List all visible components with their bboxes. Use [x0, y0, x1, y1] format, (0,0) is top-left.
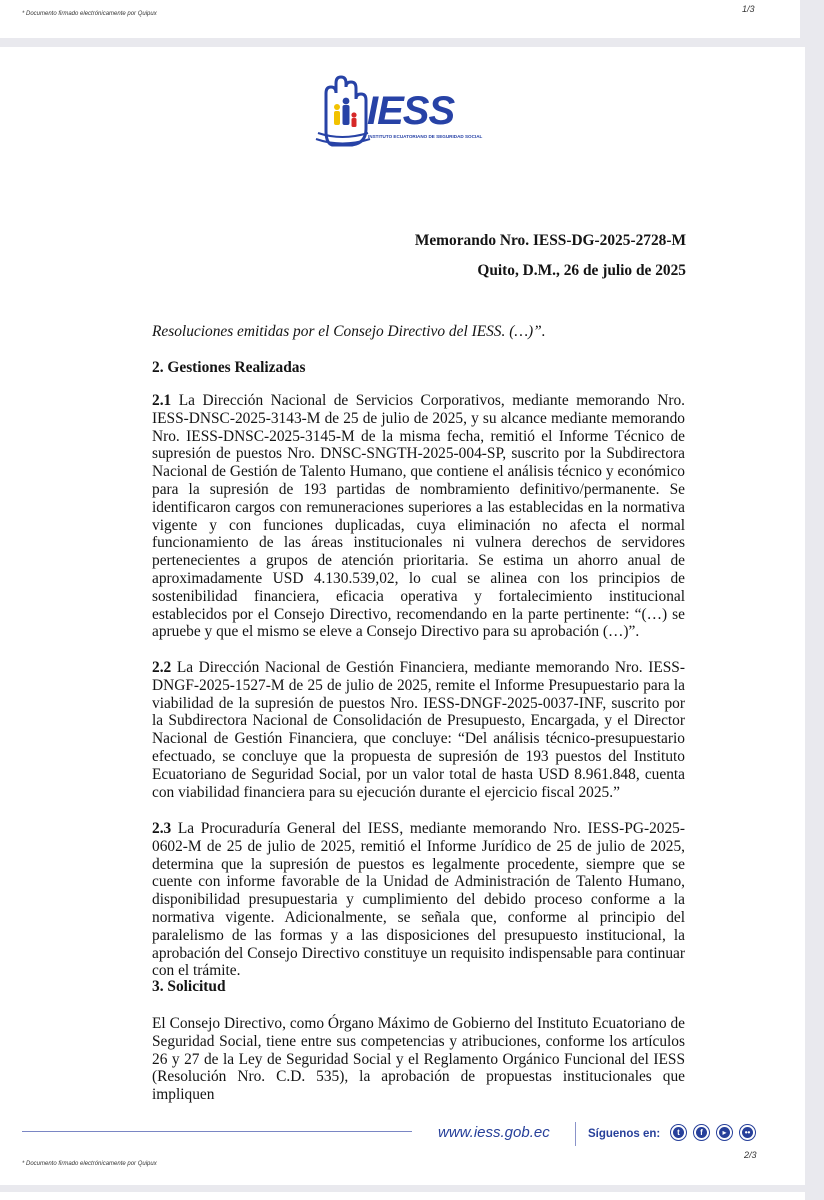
flickr-icon[interactable]: ••: [739, 1124, 756, 1141]
next-page-fragment: [0, 1192, 805, 1200]
page-number: 1/3: [742, 4, 755, 14]
youtube-icon[interactable]: ▸: [716, 1124, 733, 1141]
paragraph-number: 2.3: [152, 820, 172, 837]
footer-separator: [575, 1122, 576, 1146]
memo-number: Memorando Nro. IESS-DG-2025-2728-M: [414, 232, 686, 249]
logo-institution: INSTITUTO ECUATORIANO DE SEGURIDAD SOCIAL: [368, 134, 483, 139]
twitter-icon[interactable]: t: [670, 1124, 687, 1141]
paragraph-number: 2.2: [152, 659, 172, 676]
paragraph-2-2: [152, 659, 685, 801]
page-number: 2/3: [744, 1150, 757, 1160]
iess-logo: [312, 71, 502, 151]
paragraph-number: 2.1: [152, 392, 172, 409]
memo-date: Quito, D.M., 26 de julio de 2025: [477, 262, 686, 279]
footer-follow-label: Síguenos en:: [588, 1128, 661, 1140]
logo-brand: IESS: [367, 89, 455, 133]
signature-note: * Documento firmado electrónicamente por Quipux: [22, 1161, 157, 1167]
paragraph-3: El Consejo Directivo, como Órgano Máximo de Gobierno del Instituto Ecuatoriano de Seguridad Social, tiene entre sus competencias y atribuciones, conforme los artículos 26 y 27 de la Ley de Seguridad Social y el Reglamento Orgánico Funcional del IESS (Resolución Nro. C.D. 535), la aprobación de propuestas institucionales que impliquen: [152, 1015, 685, 1104]
paragraph-2-3: [152, 820, 685, 980]
footer-divider: [22, 1131, 412, 1132]
paragraph-text: La Procuraduría General del IESS, mediante memorando Nro. IESS-PG-2025-0602-M de 25 de julio de 2025, remitió el Informe Jurídico de 25 de julio de 2025, determina que la supresión de puestos es legalmente procedente, siempre que se cuente con informe favorable de la Unidad de Administración de Talento Humano, disponibilidad presupuestaria y cumplimiento del debido proceso conforme a la normativa vigente. Adicionalmente, se señala que, conforme al principio del paralelismo de las formas y a las disposiciones del presupuesto institucional, la aprobación del Consejo Directivo constituye un requisito indispensable para continuar con el trámite.: [152, 820, 685, 980]
facebook-icon[interactable]: f: [693, 1124, 710, 1141]
paragraph-2-1: [152, 392, 685, 641]
previous-page-fragment: [0, 0, 800, 38]
hand-family-icon: [312, 71, 372, 151]
paragraph-text: La Dirección Nacional de Servicios Corporativos, mediante memorando Nro. IESS-DNSC-2025-3143-M de 25 de julio de 2025, y su alcance mediante memorando Nro. IESS-DNSC-2025-3145-M de la misma fecha, remitió el Informe Técnico de supresión de puestos Nro. DNSC-SNGTH-2025-004-SP, suscrito por la Subdirectora Nacional de Gestión de Talento Humano, que contiene el análisis técnico y económico para la supresión de 193 partidas de nombramiento definitivo/permanente. Se identificaron cargos con remuneraciones superiores a las establecidas en la normativa vigente y con funciones duplicadas, cuya eliminación no afecta el normal funcionamiento de las áreas institucionales ni vulnera derechos de servidores pertenecientes a grupos de atención prioritaria. Se estima un ahorro anual de aproximadamente USD 4.130.539,02, lo cual se alinea con los principios de sostenibilidad financiera, eficacia operativa y fortalecimiento institucional establecidos por el Consejo Directivo, recomendando en la parte pertinente: “(…) se apruebe y que el mismo se eleve a Consejo Directivo para su aprobación (…)”.: [152, 392, 685, 641]
section-3-title: 3. Solicitud: [152, 978, 226, 995]
document-page: [0, 47, 805, 1185]
section-2-title: 2. Gestiones Realizadas: [152, 359, 306, 376]
footer-website-link[interactable]: www.iess.gob.ec: [438, 1124, 550, 1141]
intro-text: Resoluciones emitidas por el Consejo Directivo del IESS. (…)”.: [152, 323, 546, 340]
signature-note: * Documento firmado electrónicamente por Quipux: [22, 11, 157, 17]
paragraph-text: La Dirección Nacional de Gestión Financiera, mediante memorando Nro. IESS-DNGF-2025-1527-M de 25 de julio de 2025, remite el Informe Presupuestario para la viabilidad de la supresión de puestos Nro. IESS-DNGF-2025-0037-INF, suscrito por la Subdirectora Nacional de Consolidación de Presupuesto, Encargada, y el Director Nacional de Gestión Financiera, que concluye: “Del análisis técnico-presupuestario efectuado, se concluye que la propuesta de supresión de 193 puestos del Instituto Ecuatoriano de Seguridad Social, por un valor total de hasta USD 8.961.848, cuenta con viabilidad financiera para su ejecución durante el ejercicio fiscal 2025.”: [152, 659, 685, 801]
